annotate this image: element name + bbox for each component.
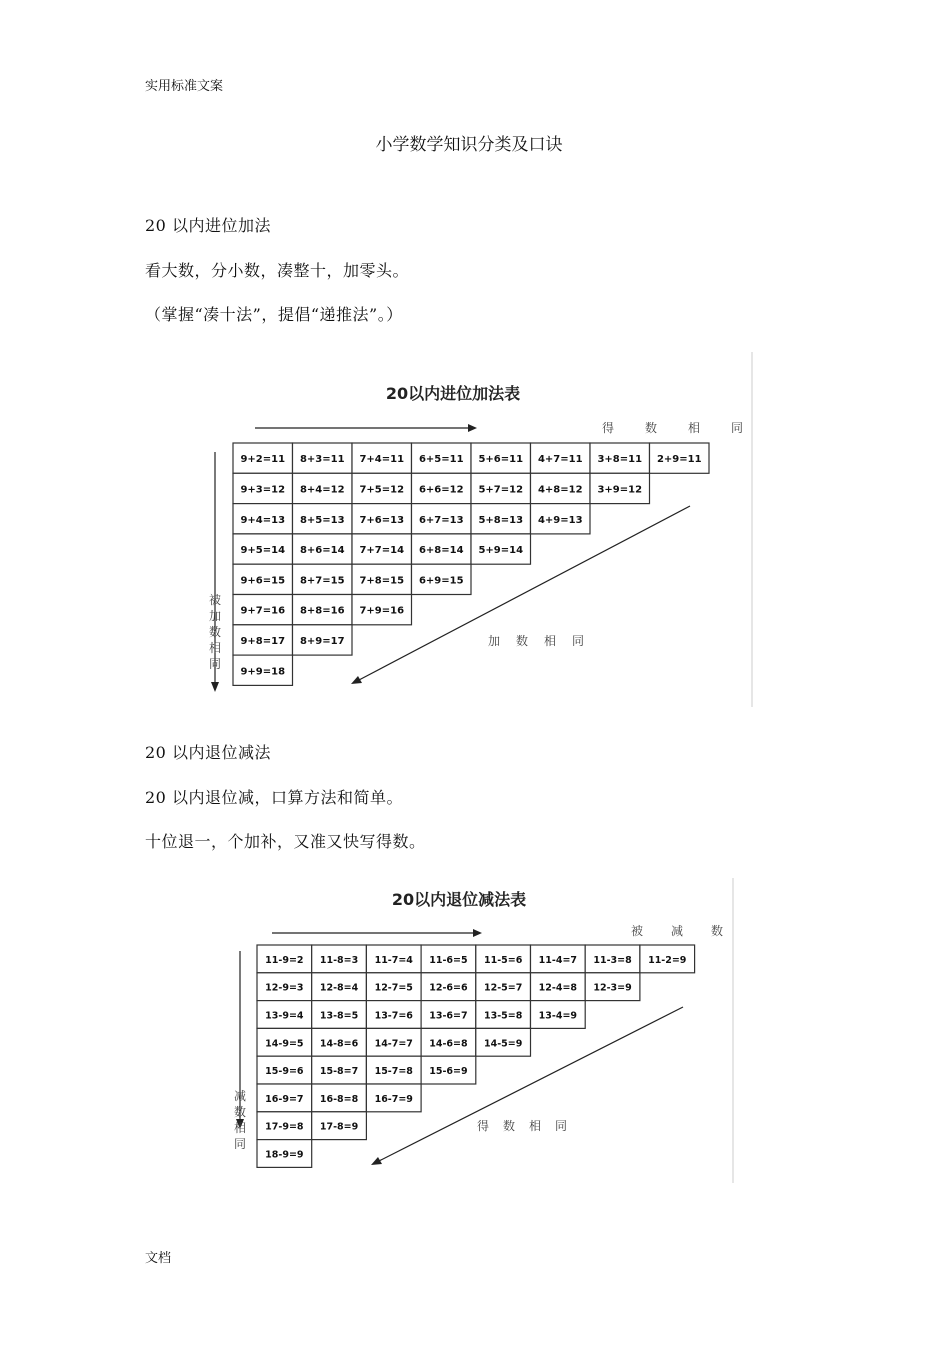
cell-text: 3+9=12 [597, 484, 643, 496]
table-cell [233, 595, 293, 625]
table-cell [233, 534, 293, 564]
table-cell [293, 504, 353, 534]
top-label-char: 数 [710, 924, 724, 938]
cell-text: 6+5=11 [418, 454, 464, 466]
table-cell [293, 534, 353, 564]
cell-text: 11-7=4 [374, 954, 413, 966]
cell-text: 6+6=12 [418, 484, 464, 496]
top-label-char: 数 [644, 421, 658, 435]
table-cell [471, 534, 531, 564]
table-cell [312, 1056, 367, 1084]
table-cell [471, 473, 531, 503]
table-cell [421, 1001, 476, 1029]
cell-text: 12-3=9 [593, 982, 632, 994]
cell-text: 5+6=11 [478, 454, 524, 466]
table-cell [352, 564, 412, 594]
cell-text: 6+8=14 [418, 545, 464, 557]
cell-text: 8+9=17 [299, 635, 345, 647]
cell-text: 15-6=9 [429, 1066, 468, 1078]
left-label-char: 被 [208, 593, 222, 607]
cell-text: 11-5=6 [483, 954, 523, 966]
cell-text: 14-9=5 [265, 1038, 304, 1050]
cell-text: 7+5=12 [359, 484, 405, 496]
cell-text: 16-8=8 [319, 1093, 359, 1105]
document-title: 小学数学知识分类及口诀 [375, 135, 563, 155]
table-cell [471, 443, 531, 473]
table-cell [366, 945, 421, 973]
table-cell [412, 564, 472, 594]
top-label-char: 减 [670, 924, 684, 938]
table-cell [352, 473, 412, 503]
cell-text: 13-5=8 [483, 1010, 523, 1022]
cell-text: 9+2=11 [240, 454, 286, 466]
cell-text: 15-7=8 [374, 1066, 413, 1078]
table-cell [233, 625, 293, 655]
left-label-char: 加 [208, 609, 222, 623]
table-cell [312, 1112, 367, 1140]
cell-text: 11-8=3 [319, 954, 359, 966]
cell-text: 3+8=11 [597, 454, 643, 466]
table-cell [257, 945, 312, 973]
cell-text: 17-8=9 [319, 1121, 359, 1133]
table-cell [312, 1001, 367, 1029]
cell-text: 9+3=12 [240, 484, 286, 496]
addition-table-title: 20以内进位加法表 [385, 384, 521, 403]
diag-label-char: 得 [476, 1119, 490, 1133]
table-cell [233, 473, 293, 503]
cell-text: 9+6=15 [240, 575, 286, 587]
table-cell [476, 973, 531, 1001]
top-label-char: 得 [601, 421, 615, 435]
cell-text: 8+3=11 [299, 454, 345, 466]
cell-text: 14-7=7 [374, 1038, 413, 1050]
table-cell [257, 1084, 312, 1112]
table-cell [531, 973, 586, 1001]
diag-label-char: 同 [554, 1119, 568, 1133]
diag-label-char: 相 [543, 634, 557, 648]
cell-text: 6+9=15 [418, 575, 464, 587]
addition-table-svg [195, 352, 765, 707]
subtraction-table-svg [225, 878, 745, 1183]
addition-note: （掌握“凑十法”，提倡“递推法”。） [145, 305, 403, 324]
header-label: 实用标准文案 [145, 79, 224, 94]
cell-text: 11-3=8 [593, 954, 632, 966]
table-cell [412, 534, 472, 564]
table-cell [257, 973, 312, 1001]
cell-text: 6+7=13 [418, 514, 464, 526]
table-cell [366, 973, 421, 1001]
subtraction-line-2: 十位退一，个加补，又准又快写得数。 [145, 832, 426, 851]
table-cell [293, 443, 353, 473]
table-cell [366, 1084, 421, 1112]
cell-text: 7+8=15 [359, 575, 405, 587]
cell-text: 13-6=7 [429, 1010, 468, 1022]
left-label-char: 数 [233, 1105, 247, 1119]
cell-text: 12-4=8 [538, 982, 578, 994]
top-label-char: 被 [630, 924, 644, 938]
cell-text: 14-8=6 [319, 1038, 359, 1050]
cell-text: 9+9=18 [240, 666, 286, 678]
subtraction-table-title: 20以内退位减法表 [391, 890, 527, 909]
cell-text: 9+8=17 [240, 635, 286, 647]
table-cell [531, 945, 586, 973]
table-cell [366, 1056, 421, 1084]
cell-text: 2+9=11 [656, 454, 702, 466]
table-cell [257, 1001, 312, 1029]
top-label-char: 相 [687, 421, 701, 435]
cell-text: 11-4=7 [538, 954, 578, 966]
table-cell [352, 443, 412, 473]
cell-text: 13-9=4 [265, 1010, 304, 1022]
cell-text: 9+4=13 [240, 514, 286, 526]
cell-text: 4+9=13 [537, 514, 583, 526]
left-label-char: 数 [208, 625, 222, 639]
table-cell [412, 473, 472, 503]
table-cell [233, 443, 293, 473]
addition-table-figure [195, 352, 765, 707]
diag-label-char: 数 [502, 1119, 516, 1133]
cell-text: 12-8=4 [319, 982, 359, 994]
table-cell [366, 1001, 421, 1029]
table-cell [293, 625, 353, 655]
cell-text: 12-5=7 [483, 982, 523, 994]
addition-heading: 20 以内进位加法 [145, 216, 271, 235]
cell-text: 5+9=14 [478, 545, 524, 557]
cell-text: 7+4=11 [359, 454, 405, 466]
table-cell [257, 1140, 312, 1168]
cell-text: 5+8=13 [478, 514, 524, 526]
footer-label: 文档 [145, 1251, 172, 1266]
diag-label-char: 相 [528, 1119, 542, 1133]
table-cell [421, 1028, 476, 1056]
cell-text: 4+7=11 [537, 454, 583, 466]
subtraction-line-1: 20 以内退位减，口算方法和简单。 [145, 788, 403, 807]
cell-text: 12-9=3 [265, 982, 304, 994]
subtraction-table-figure [225, 878, 745, 1183]
cell-text: 16-7=9 [374, 1093, 413, 1105]
cell-text: 13-4=9 [538, 1010, 578, 1022]
left-label-char: 同 [208, 657, 222, 671]
table-cell [531, 473, 591, 503]
diag-label-char: 同 [571, 634, 585, 648]
left-label-char: 相 [233, 1121, 247, 1135]
cell-text: 5+7=12 [478, 484, 524, 496]
cell-text: 14-6=8 [429, 1038, 468, 1050]
cell-text: 18-9=9 [265, 1149, 304, 1161]
table-cell [590, 473, 650, 503]
table-cell [531, 443, 591, 473]
table-cell [233, 655, 293, 685]
table-cell [585, 973, 640, 1001]
table-cell [471, 504, 531, 534]
table-cell [257, 1112, 312, 1140]
cell-text: 17-9=8 [265, 1121, 304, 1133]
cell-text: 13-8=5 [319, 1010, 359, 1022]
cell-text: 8+5=13 [299, 514, 345, 526]
left-label-char: 相 [208, 641, 222, 655]
table-cell [421, 973, 476, 1001]
table-cell [476, 1028, 531, 1056]
table-cell [531, 504, 591, 534]
cell-text: 11-2=9 [648, 954, 687, 966]
table-cell [233, 564, 293, 594]
table-cell [293, 473, 353, 503]
table-cell [312, 973, 367, 1001]
cell-text: 11-9=2 [265, 954, 304, 966]
cell-text: 12-6=6 [429, 982, 468, 994]
cell-text: 9+5=14 [240, 545, 286, 557]
table-cell [233, 504, 293, 534]
table-cell [421, 945, 476, 973]
subtraction-heading: 20 以内退位减法 [145, 743, 271, 762]
cell-text: 7+7=14 [359, 545, 405, 557]
table-cell [412, 504, 472, 534]
addition-rhyme: 看大数，分小数，凑整十，加零头。 [145, 261, 410, 280]
table-cell [412, 443, 472, 473]
table-cell [590, 443, 650, 473]
table-cell [640, 945, 695, 973]
cell-text: 7+9=16 [359, 605, 405, 617]
cell-text: 8+4=12 [299, 484, 345, 496]
table-cell [650, 443, 710, 473]
table-cell [312, 1028, 367, 1056]
diag-label-char: 数 [515, 634, 529, 648]
table-cell [476, 945, 531, 973]
table-cell [366, 1028, 421, 1056]
cell-text: 8+6=14 [299, 545, 345, 557]
cell-text: 8+7=15 [299, 575, 345, 587]
cell-text: 7+6=13 [359, 514, 405, 526]
table-cell [421, 1056, 476, 1084]
cell-text: 13-7=6 [374, 1010, 413, 1022]
cell-text: 9+7=16 [240, 605, 286, 617]
cell-text: 16-9=7 [265, 1093, 304, 1105]
table-cell [312, 945, 367, 973]
table-cell [531, 1001, 586, 1029]
table-cell [257, 1028, 312, 1056]
top-label-char: 同 [730, 421, 744, 435]
table-cell [476, 1001, 531, 1029]
cell-text: 14-5=9 [483, 1038, 523, 1050]
table-cell [352, 595, 412, 625]
table-cell [293, 595, 353, 625]
table-cell [352, 504, 412, 534]
cell-text: 15-8=7 [319, 1066, 359, 1078]
table-cell [585, 945, 640, 973]
left-label-char: 减 [233, 1089, 247, 1103]
diag-label-char: 加 [487, 634, 501, 648]
cell-text: 8+8=16 [299, 605, 345, 617]
table-cell [312, 1084, 367, 1112]
cell-text: 11-6=5 [429, 954, 468, 966]
left-label-char: 同 [233, 1137, 247, 1151]
table-cell [293, 564, 353, 594]
table-cell [257, 1056, 312, 1084]
cell-text: 12-7=5 [374, 982, 413, 994]
cell-text: 15-9=6 [265, 1066, 304, 1078]
table-cell [352, 534, 412, 564]
cell-text: 4+8=12 [537, 484, 583, 496]
